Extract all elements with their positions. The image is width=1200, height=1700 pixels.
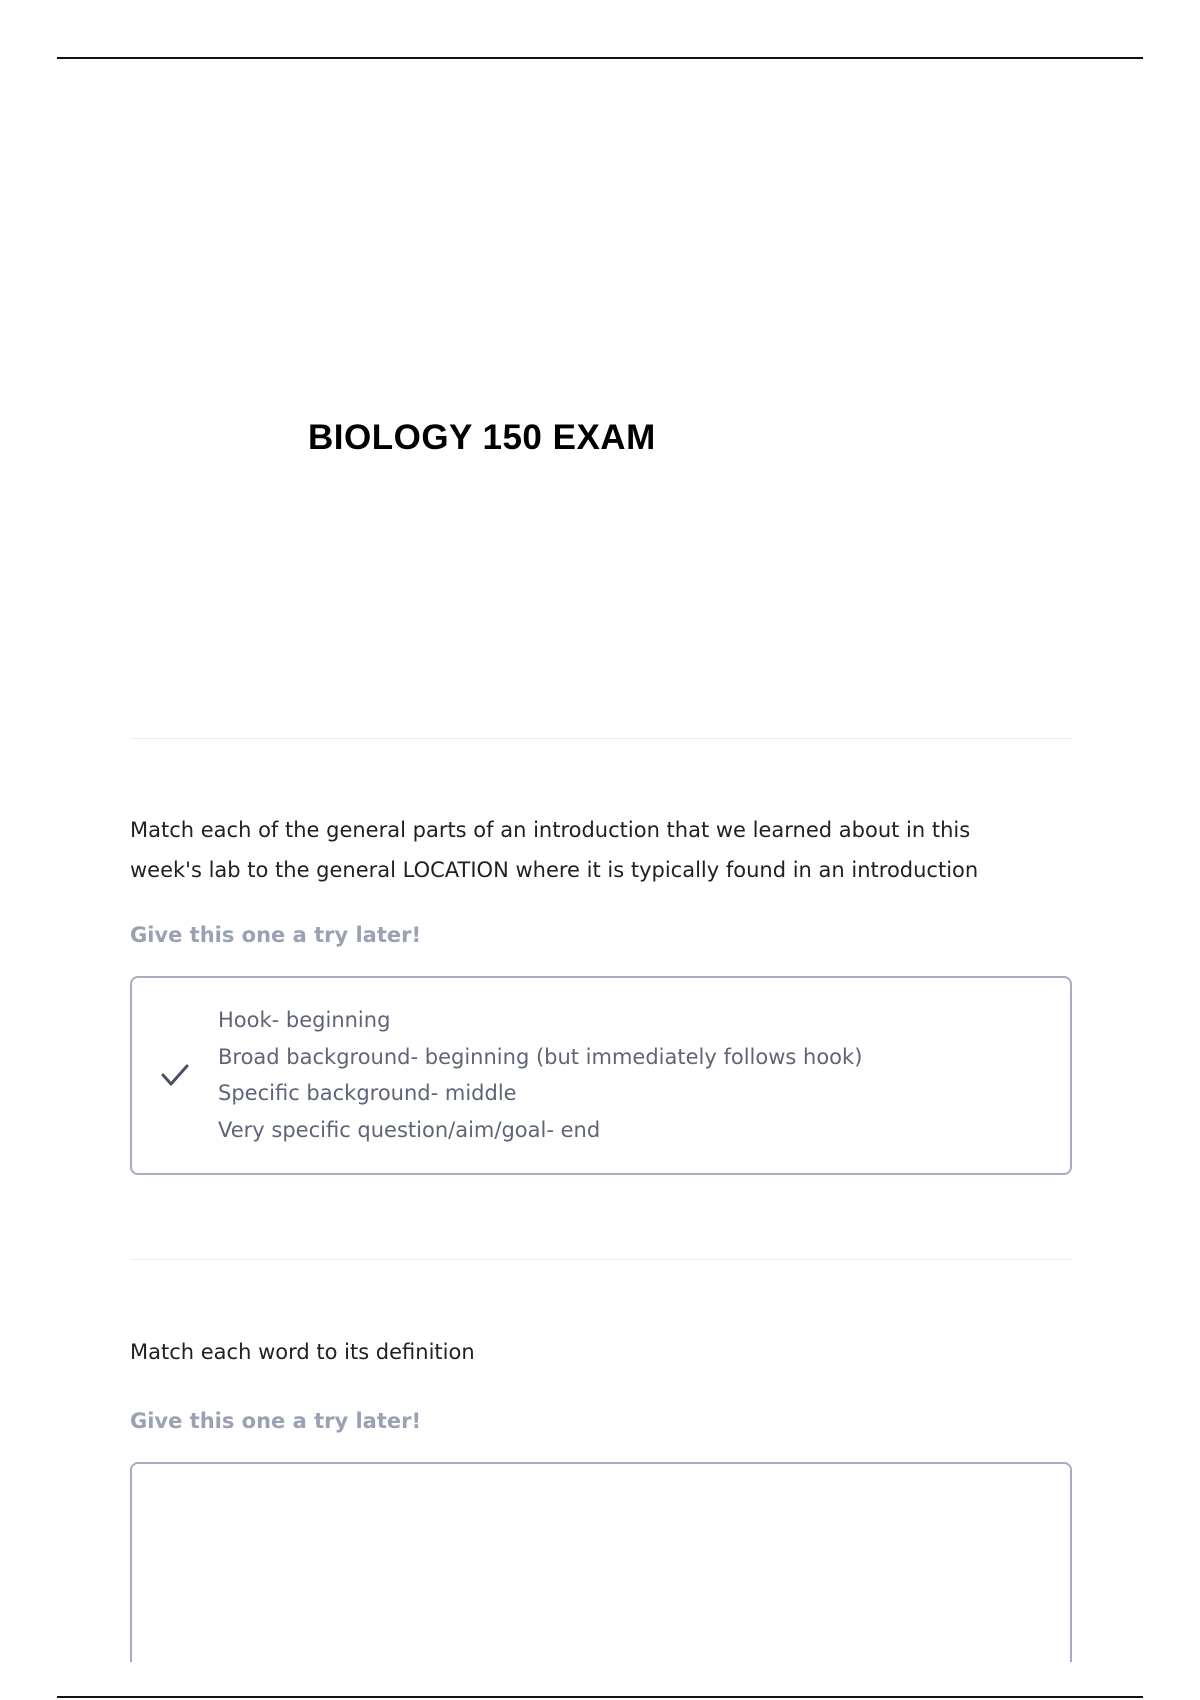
- section-divider: [130, 738, 1072, 739]
- try-later-hint: Give this one a try later!: [130, 923, 422, 947]
- answer-line: Hook- beginning: [218, 1008, 391, 1032]
- page-top-rule: [57, 57, 1143, 59]
- check-icon: [158, 1058, 192, 1092]
- question-card-1: [130, 810, 1072, 1175]
- page-bottom-rule: [57, 1696, 1143, 1698]
- answer-line: Specific background- middle: [218, 1081, 517, 1105]
- try-later-hint: Give this one a try later!: [130, 1409, 422, 1433]
- section-divider: [130, 1259, 1072, 1260]
- question-prompt-line: week's lab to the general LOCATION where it is typically found in an introduction: [130, 858, 979, 882]
- answer-box: [130, 1462, 1072, 1662]
- answer-line: Broad background- beginning (but immediately follows hook): [218, 1044, 863, 1069]
- question-prompt-line: Match each word to its definition: [130, 1340, 475, 1364]
- question-prompt: [130, 1332, 1072, 1372]
- question-card-2: [130, 1332, 1072, 1662]
- answer-list: [218, 1002, 862, 1148]
- answer-box: [130, 976, 1072, 1175]
- question-prompt-line: Match each of the general parts of an introduction that we learned about in this: [130, 818, 971, 842]
- answer-line: Very specific question/aim/goal- end: [218, 1117, 601, 1142]
- document-title: BIOLOGY 150 EXAM: [308, 418, 656, 457]
- question-prompt: [130, 810, 1072, 890]
